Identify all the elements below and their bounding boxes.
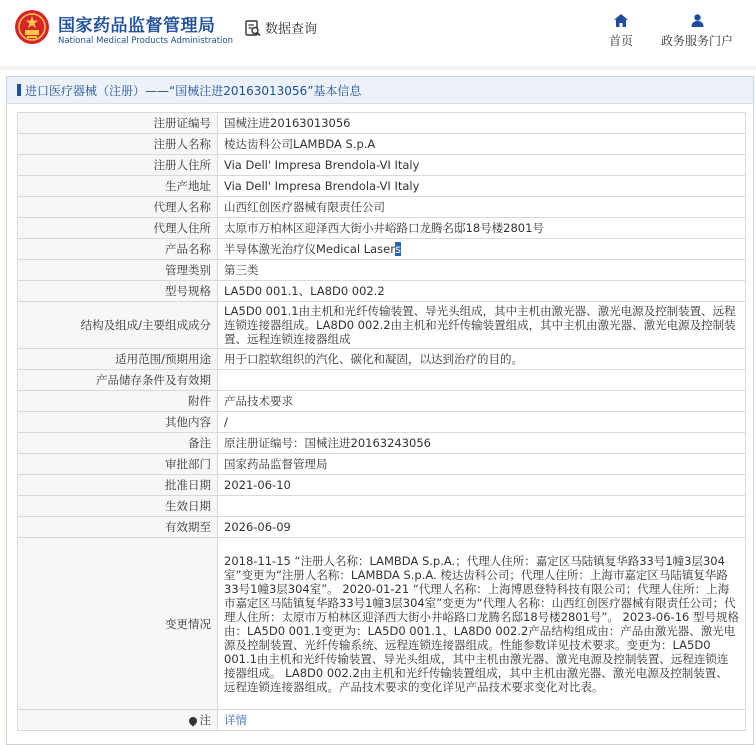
table-row	[18, 475, 746, 496]
details-link[interactable]: 详情	[224, 713, 247, 727]
table-row	[18, 370, 746, 391]
row-value: 产品技术要求	[218, 391, 746, 412]
text-selection: s	[394, 242, 401, 256]
row-value: Via Dell' Impresa Brendola-VI Italy	[218, 155, 746, 176]
data-query-link[interactable]	[244, 18, 317, 37]
table-row	[18, 496, 746, 517]
row-value: LA5D0 001.1、LA8D0 002.2	[218, 281, 746, 302]
row-value	[218, 496, 746, 517]
row-label: 注册证编号	[18, 113, 218, 134]
row-label: 适用范围/预期用途	[18, 349, 218, 370]
product-name-text: 半导体激光治疗仪Medical Laser	[224, 242, 395, 256]
row-value: 2026-06-09	[218, 517, 746, 538]
table-row	[18, 113, 746, 134]
table-row	[18, 517, 746, 538]
national-emblem-icon[interactable]	[14, 9, 50, 45]
row-label: 管理类别	[18, 260, 218, 281]
row-label: 生产地址	[18, 176, 218, 197]
row-value: 棱达齿科公司LAMBDA S.p.A	[218, 134, 746, 155]
row-label: 有效期至	[18, 517, 218, 538]
panel-title: 进口医疗器械（注册）——“国械注进20163013056”基本信息	[25, 83, 362, 98]
row-value: 山西红创医疗器械有限责任公司	[218, 197, 746, 218]
row-label: 批准日期	[18, 475, 218, 496]
row-label: 变更情况	[18, 538, 218, 710]
row-label: 代理人名称	[18, 197, 218, 218]
row-label: 产品储存条件及有效期	[18, 370, 218, 391]
row-value: Via Dell' Impresa Brendola-VI Italy	[218, 176, 746, 197]
detail-panel	[6, 76, 754, 745]
nav-service-portal[interactable]	[656, 14, 738, 49]
table-row	[18, 454, 746, 475]
table-row	[18, 260, 746, 281]
change-history-value: 2018-11-15 “注册人名称：LAMBDA S.p.A.；代理人住所：嘉定区马陆镇复华路33号1幢3层304室”变更为“注册人名称：LAMBDA S.p.A. 棱达齿科公司；代理人住所：上海市嘉定区马陆镇复华路33号1幢3层304室”。 2020-01-21 “代理人名称：上海博恩登特科技有限公司；代理人住所：上海市嘉定区马陆镇复华路33号1幢3层304室”变更为“代理人名称：山西红创医疗器械有限责任公司；代理人住所：太原市万柏林区迎泽西大街小井峪路口龙腾名邸18号楼2801号”。 2023-06-16 型号规格由：LA5D0 001.1变更为：LA5D0 001.1、LA8D0 002.2产品结构组成由：产品由激光器、激光电源及控制装置、光纤传输系统、远程连锁连接器组成。性能参数详见技术要求。变更为：LA5D0 001.1由主机和光纤传输装置、导光头组成，其中主机由激光器、激光电源及控制装置、远程连锁连接器组成。 LA8D0 002.2由主机和光纤传输装置组成，其中主机由激光器、激光电源及控制装置、远程连锁连接器组成。产品技术要求的变化详见产品技术要求变化对比表。	[218, 538, 746, 710]
row-value: 第三类	[218, 260, 746, 281]
site-name-en[interactable]: National Medical Products Administration	[58, 36, 233, 46]
row-label: 备注	[18, 433, 218, 454]
row-value: /	[218, 412, 746, 433]
product-name-value	[218, 239, 746, 260]
row-label: 审批部门	[18, 454, 218, 475]
row-label: 型号规格	[18, 281, 218, 302]
nav-home-label: 首页	[608, 34, 633, 48]
row-label: 附件	[18, 391, 218, 412]
row-label: 注册人名称	[18, 134, 218, 155]
row-value: 国家药品监督管理局	[218, 454, 746, 475]
table-row	[18, 302, 746, 349]
row-label: 代理人住所	[18, 218, 218, 239]
row-label: 注册人住所	[18, 155, 218, 176]
note-label-cell	[18, 710, 218, 731]
table-row	[18, 412, 746, 433]
site-header	[0, 0, 756, 66]
table-row	[18, 218, 746, 239]
note-value-cell	[218, 710, 746, 731]
table-row	[18, 176, 746, 197]
row-label: 产品名称	[18, 239, 218, 260]
table-row	[18, 155, 746, 176]
panel-title-bar	[7, 77, 753, 104]
home-icon	[614, 14, 628, 27]
user-icon	[691, 14, 704, 27]
info-table	[17, 112, 746, 731]
note-label: 注	[199, 713, 211, 727]
table-row	[18, 281, 746, 302]
row-label: 其他内容	[18, 412, 218, 433]
header-divider	[0, 66, 756, 70]
table-row	[18, 538, 746, 710]
row-value: 用于口腔软组织的汽化、碳化和凝固，以达到治疗的目的。	[218, 349, 746, 370]
table-row	[18, 710, 746, 731]
nav-home[interactable]	[604, 14, 638, 49]
row-value	[218, 370, 746, 391]
nav-service-portal-label: 政务服务门户	[660, 34, 733, 48]
table-row	[18, 134, 746, 155]
data-query-icon	[244, 19, 262, 37]
row-value: LA5D0 001.1由主机和光纤传输装置、导光头组成，其中主机由激光器、激光电源及控制装置、远程连锁连接器组成。LA8D0 002.2由主机和光纤传输装置组成，其中主机由激光器、激光电源及控制装置、远程连锁连接器组成	[218, 302, 746, 349]
row-value: 国械注进20163013056	[218, 113, 746, 134]
table-row	[18, 197, 746, 218]
data-query-label: 数据查询	[265, 22, 318, 37]
row-label: 结构及组成/主要组成成分	[18, 302, 218, 349]
row-value: 太原市万柏林区迎泽西大街小井峪路口龙腾名邸18号楼2801号	[218, 218, 746, 239]
row-value: 原注册证编号：国械注进20163243056	[218, 433, 746, 454]
table-row	[18, 433, 746, 454]
table-row	[18, 349, 746, 370]
table-row	[18, 391, 746, 412]
table-row	[18, 239, 746, 260]
row-label: 生效日期	[18, 496, 218, 517]
title-bullet-icon	[17, 84, 21, 96]
pin-icon	[187, 715, 198, 726]
row-value: 2021-06-10	[218, 475, 746, 496]
site-name-cn[interactable]: 国家药品监督管理局	[58, 16, 216, 36]
